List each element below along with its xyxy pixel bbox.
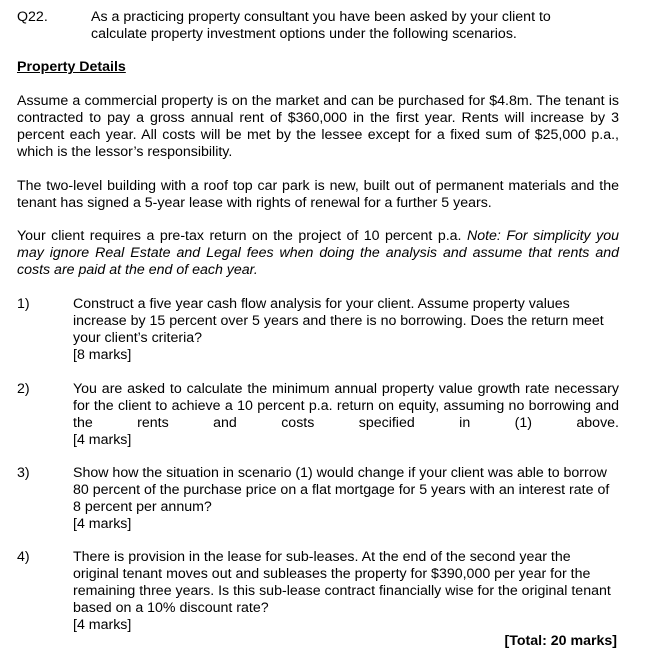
item-text: There is provision in the lease for sub-leases. At the end of the second year the original tenant moves out and subleases the property for $390,000 per year for the remaining three years. Is this sub-lease contract financially wise for the original tenant based on a 10% discount rate?	[73, 549, 611, 616]
item-number: 1)	[17, 296, 30, 312]
paragraph-client-requirements	[17, 228, 619, 279]
item-body	[73, 296, 619, 364]
item-body	[73, 549, 619, 634]
simplicity-note: Note: For simplicity you may ignore Real Estate and Legal fees when doing the analysis and assume that rents and costs are paid at the end of each year.	[17, 228, 619, 278]
question-intro-line2: calculate property investment options under the following scenarios.	[91, 26, 517, 42]
item-text: Construct a five year cash flow analysis for your client. Assume property values increase by 15 percent over 5 years and there is no borrowing. Does the return meet your client’s criteria?	[73, 296, 604, 346]
item-number: 3)	[17, 465, 30, 481]
paragraph-client-requirements-text: Your client requires a pre-tax return on the project of 10 percent p.a.	[17, 228, 467, 244]
item-marks: [8 marks]	[73, 347, 132, 363]
item-body	[73, 381, 619, 449]
paragraph-purchase-details: Assume a commercial property is on the market and can be purchased for $4.8m. The tenant is contracted to pay a gross annual rent of $360,000 in the first year. Rents will increase by 3 percent each year. All costs will be met by the lessee except for a fixed sum of $25,000 p.a., which is the lessor’s responsibility.	[17, 93, 619, 160]
item-text: You are asked to calculate the minimum annual property value growth rate necessary for the client to achieve a 10 percent p.a. return on equity, assuming no borrowing and the rents and costs specified in (1) above.	[73, 381, 619, 431]
question-intro	[91, 9, 611, 43]
item-text: Show how the situation in scenario (1) would change if your client was able to borrow 80 percent of the purchase price on a flat mortgage for 5 years with an interest rate of 8 percent per annum?	[73, 465, 610, 515]
item-marks: [4 marks]	[73, 617, 132, 633]
item-number: 2)	[17, 381, 30, 397]
section-heading: Property Details	[17, 59, 126, 75]
question-number: Q22.	[17, 9, 48, 25]
total-marks: [Total: 20 marks]	[504, 633, 617, 649]
paragraph-building-details: The two-level building with a roof top car park is new, built out of permanent materials and the tenant has signed a 5-year lease with rights of renewal for a further 5 years.	[17, 178, 619, 211]
item-marks: [4 marks]	[73, 516, 132, 532]
item-marks: [4 marks]	[73, 432, 132, 448]
item-body	[73, 465, 619, 533]
item-number: 4)	[17, 549, 30, 565]
question-intro-line1: As a practicing property consultant you have been asked by your client to	[91, 9, 551, 25]
